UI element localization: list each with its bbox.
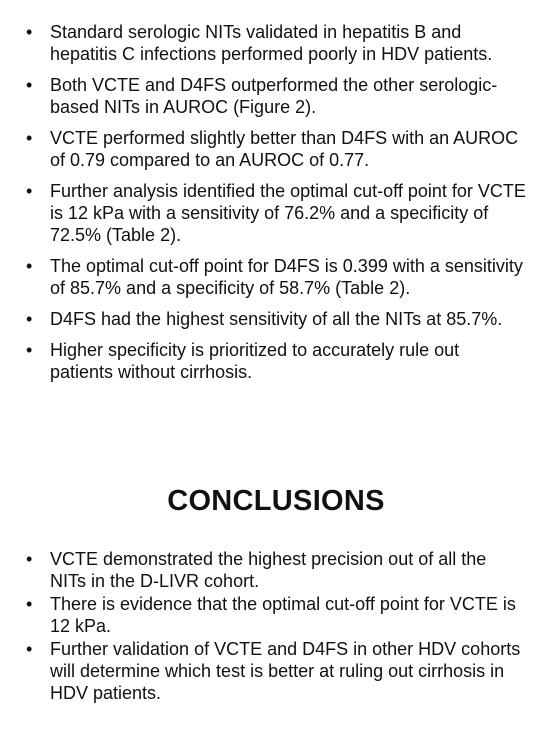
bullet-text: Further analysis identified the optimal cut-off point for VCTE is 12 kPa with a sensitivity of 76.2% and a specificity of 72.5% (Table 2). [50,181,526,245]
conclusions-heading: CONCLUSIONS [167,485,385,517]
bullet-icon: • [26,639,33,659]
bullet-icon: • [26,309,33,329]
list-item [26,21,526,65]
bullet-icon: • [26,22,33,42]
bullet-icon: • [26,549,33,569]
conclusions-bullet-list [26,548,526,705]
bullet-icon: • [26,181,33,201]
bullet-text: There is evidence that the optimal cut-off point for VCTE is 12 kPa. [50,594,516,636]
bullet-text: Both VCTE and D4FS outperformed the other serologic-based NITs in AUROC (Figure 2). [50,75,498,117]
list-item [26,255,526,299]
list-item [26,127,526,171]
list-item [26,593,526,637]
results-bullet-list [26,21,526,392]
bullet-text: The optimal cut-off point for D4FS is 0.399 with a sensitivity of 85.7% and a specificity of 58.7% (Table 2). [50,256,523,298]
bullet-text: VCTE performed slightly better than D4FS with an AUROC of 0.79 compared to an AUROC of 0.77. [50,128,519,170]
bullet-text: VCTE demonstrated the highest precision out of all the NITs in the D-LIVR cohort. [50,549,487,591]
bullet-icon: • [26,128,33,148]
bullet-text: Further validation of VCTE and D4FS in other HDV cohorts will determine which test is better at ruling out cirrhosis in HDV patients. [50,639,521,703]
bullet-icon: • [26,75,33,95]
list-item [26,308,526,330]
bullet-icon: • [26,594,33,614]
list-item [26,180,526,246]
list-item [26,339,526,383]
bullet-text: Higher specificity is prioritized to accurately rule out patients without cirrhosis. [50,340,460,382]
bullet-icon: • [26,340,33,360]
bullet-text: D4FS had the highest sensitivity of all the NITs at 85.7%. [50,309,503,329]
bullet-icon: • [26,256,33,276]
list-item [26,638,526,704]
bullet-text: Standard serologic NITs validated in hepatitis B and hepatitis C infections performed poorly in HDV patients. [50,22,493,64]
list-item [26,74,526,118]
list-item [26,548,526,592]
